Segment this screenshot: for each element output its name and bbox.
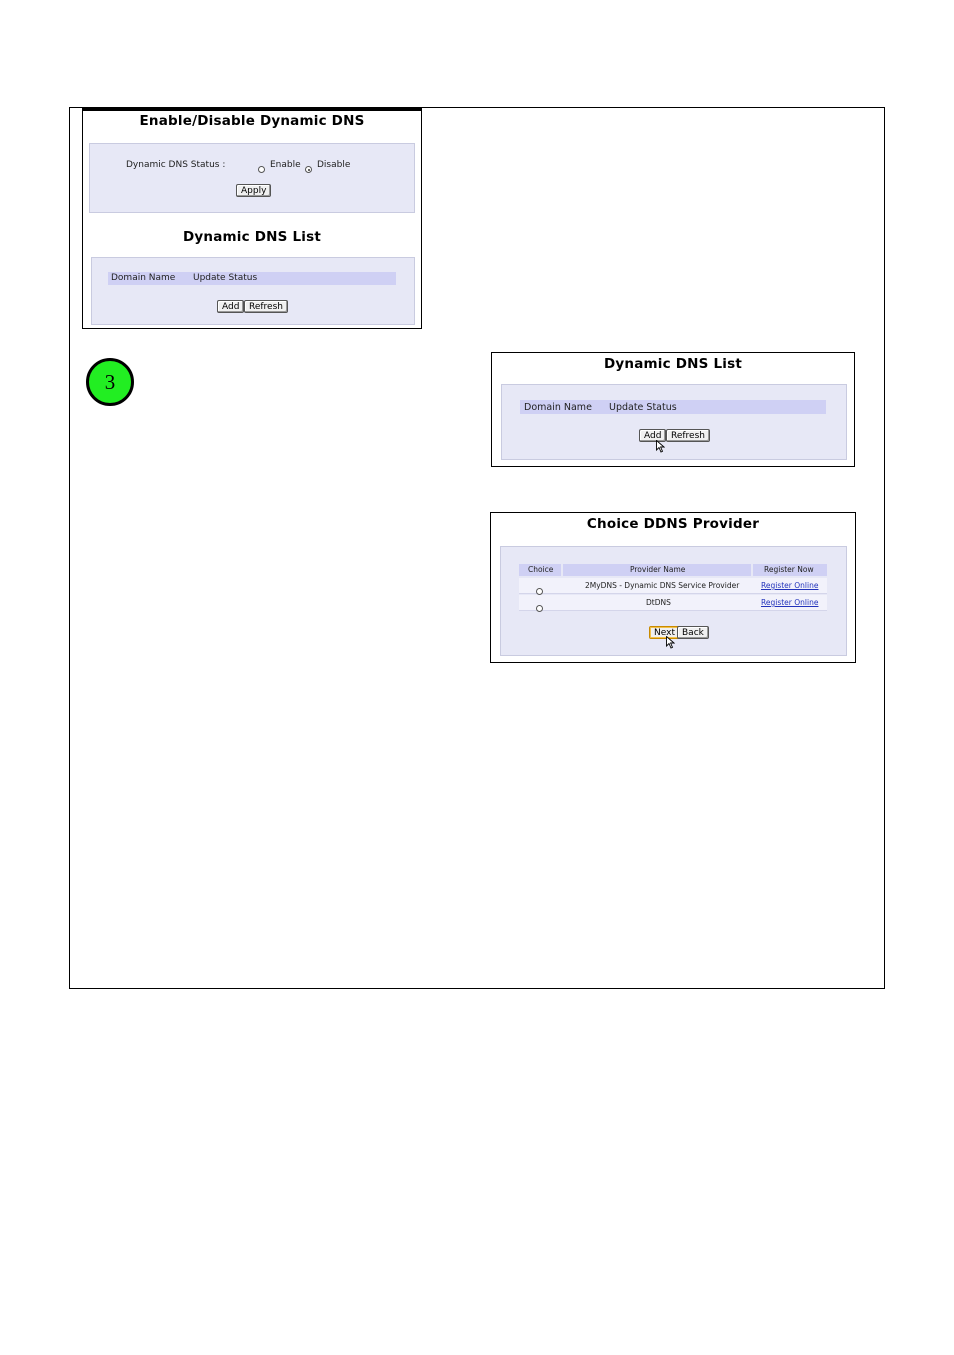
provider-name-dtdns: DtDNS: [646, 598, 671, 607]
provider-radio-dtdns[interactable]: [536, 598, 543, 617]
add-button-2[interactable]: Add: [639, 429, 666, 442]
ddns-settings-screenshot: [82, 108, 422, 329]
domain-name-header-2: Domain Name: [524, 402, 592, 413]
register-online-link-2mydns[interactable]: Register Online: [761, 581, 819, 590]
back-button[interactable]: Back: [677, 626, 709, 639]
enable-radio[interactable]: [258, 159, 265, 178]
dns-list-screenshot: [491, 352, 855, 467]
apply-button[interactable]: Apply: [236, 184, 271, 197]
radio-icon: [536, 605, 543, 612]
dns-list-title-2: Dynamic DNS List: [604, 356, 742, 372]
disable-radio[interactable]: [305, 159, 312, 178]
add-button[interactable]: Add: [217, 300, 244, 313]
provider-name-2mydns: 2MyDNS - Dynamic DNS Service Provider: [585, 581, 740, 590]
status-panel: [89, 143, 415, 213]
provider-panel: [500, 546, 847, 656]
status-label: Dynamic DNS Status :: [126, 160, 226, 170]
refresh-button-2[interactable]: Refresh: [666, 429, 710, 442]
dns-list-panel: [91, 257, 415, 325]
enable-disable-title: Enable/Disable Dynamic DNS: [139, 113, 365, 129]
disable-label: Disable: [317, 160, 351, 170]
choice-header: Choice: [528, 565, 554, 574]
register-now-header: Register Now: [764, 565, 814, 574]
dns-list-panel-2: [501, 384, 847, 460]
register-online-link-dtdns[interactable]: Register Online: [761, 598, 819, 607]
provider-name-header: Provider Name: [630, 565, 686, 574]
domain-name-header: Domain Name: [111, 273, 176, 283]
step-badge: 3: [86, 358, 134, 406]
mouse-pointer-icon: [666, 636, 675, 649]
enable-radio-icon: [258, 166, 265, 173]
radio-icon: [536, 588, 543, 595]
update-status-header: Update Status: [193, 273, 258, 283]
refresh-button[interactable]: Refresh: [244, 300, 288, 313]
update-status-header-2: Update Status: [609, 402, 677, 413]
disable-radio-icon: [305, 166, 312, 173]
dns-list-title: Dynamic DNS List: [183, 229, 321, 245]
next-button[interactable]: Next: [649, 626, 680, 639]
mouse-pointer-icon: [656, 440, 665, 453]
ddns-provider-screenshot: [490, 512, 856, 663]
enable-label: Enable: [270, 160, 301, 170]
choice-provider-title: Choice DDNS Provider: [586, 516, 760, 532]
